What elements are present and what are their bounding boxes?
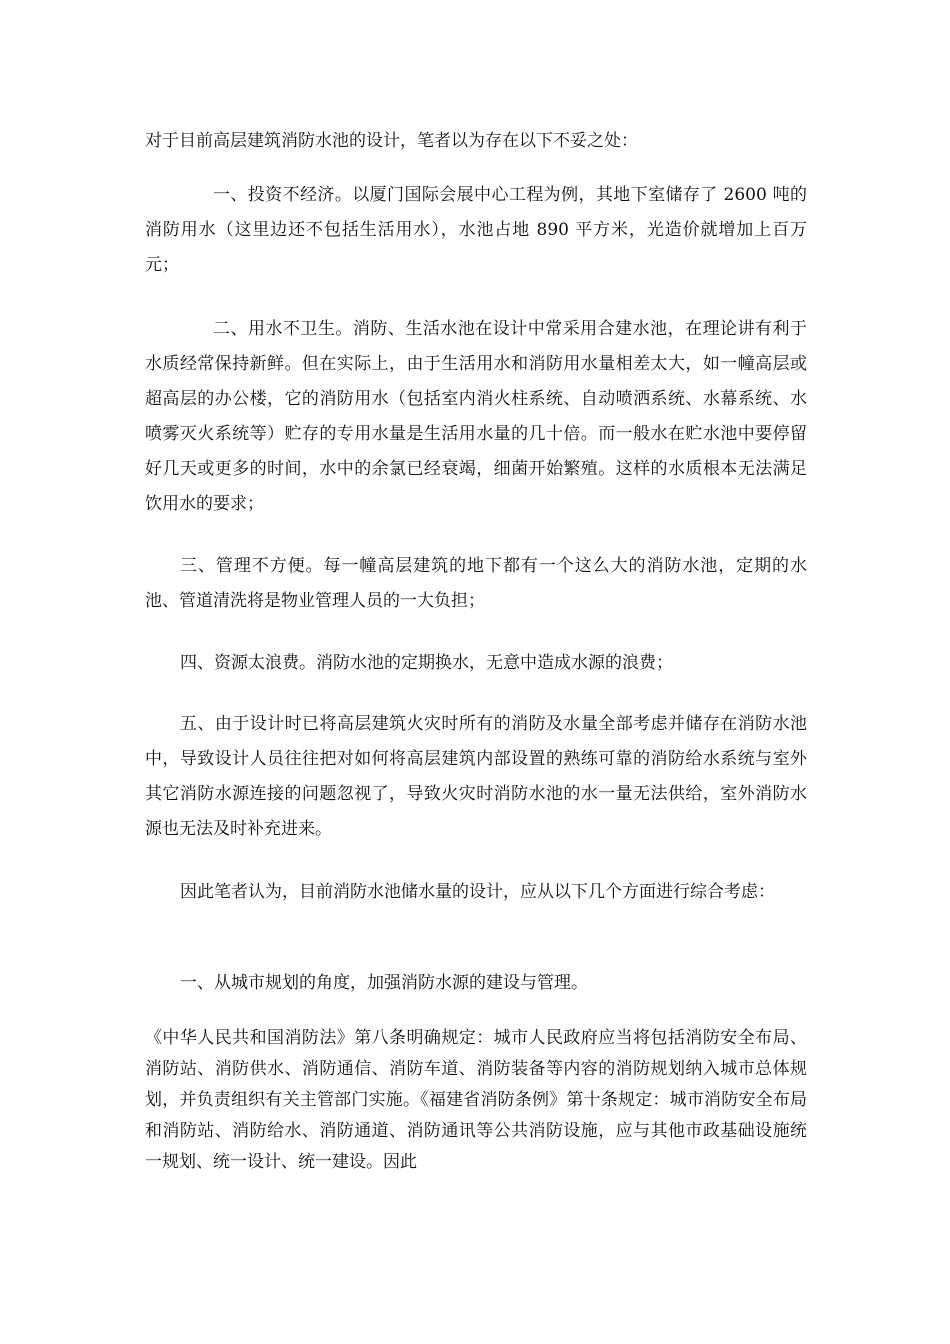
point-2-hygiene-paragraph: 二、用水不卫生。消防、生活水池在设计中常采用合建水池，在理论讲有利于水质经常保持新鲜。但在实际上，由于生活用水和消防用水量相差太大，如一幢高层或超高层的办公楼，它的消防用水（包括室内消火柱系统、自动喷洒系统、水幕系统、水喷雾灭火系统等）贮存的专用水量是生活用水量的几十倍。而一般水在贮水池中要停留好几天或更多的时间，水中的余氯已经衰竭，细菌开始繁殖。这样的水质根本无法满足饮用水的要求； — [145, 319, 807, 514]
intro-paragraph: 对于目前高层建筑消防水池的设计，笔者以为存在以下不妥之处： — [145, 131, 638, 151]
point-5-design-paragraph: 五、由于设计时已将高层建筑火灾时所有的消防及水量全部考虑并储存在消防水池中，导致设计人员往往把对如何将高层建筑内部设置的熟练可靠的消防给水系统与室外其它消防水源连接的问题忽视了，导致火灾时消防水池的水一量无法供给，室外消防水源也无法及时补充进来。 — [145, 714, 807, 839]
recommendation-1-heading: 一、从城市规划的角度，加强消防水源的建设与管理。 — [180, 973, 588, 993]
conclusion-paragraph: 因此笔者认为，目前消防水池储水量的设计，应从以下几个方面进行综合考虑： — [180, 882, 775, 902]
point-1-investment-paragraph: 一、投资不经济。以厦门国际会展中心工程为例，其地下室储存了 2600 吨的消防用水（这里边还不包括生活用水），水池占地 890 平方米，光造价就增加上百万元； — [145, 185, 807, 275]
point-4-waste-paragraph: 四、资源太浪费。消防水池的定期换水，无意中造成水源的浪费； — [180, 653, 673, 673]
point-3-management-paragraph: 三、管理不方便。每一幢高层建筑的地下都有一个这么大的消防水池，定期的水池、管道清洗将是物业管理人员的一大负担； — [145, 556, 807, 611]
fire-law-paragraph: 《中华人民共和国消防法》第八条明确规定：城市人民政府应当将包括消防安全布局、消防站、消防供水、消防通信、消防车道、消防装备等内容的消防规划纳入城市总体规划，并负责组织有关主管部门实施。《福建省消防条例》第十条规定：城市消防安全布局和消防站、消防给水、消防通道、消防通讯等公共消防设施，应与其他市政基础设施统一规划、统一设计、统一建设。因此 — [145, 1028, 807, 1172]
